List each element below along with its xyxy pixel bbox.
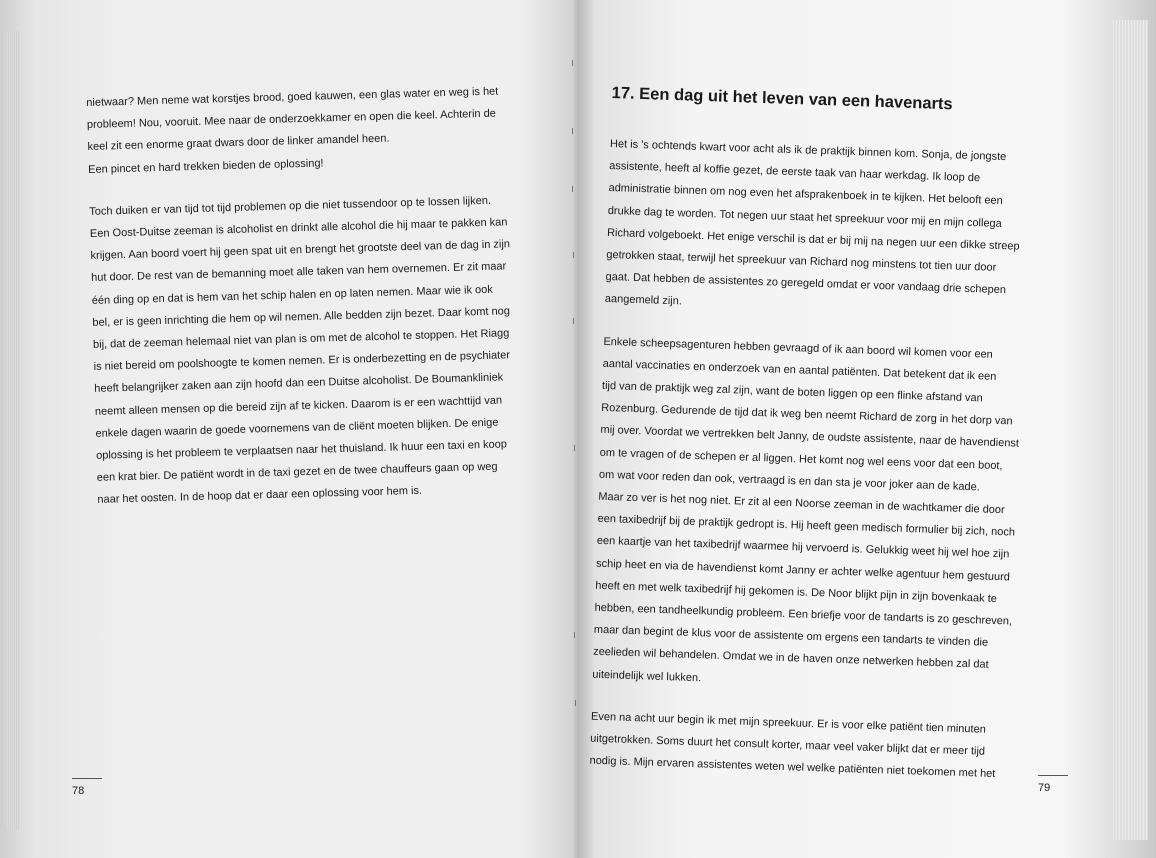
text-line: Even na acht uur begin ik met mijn spreekuur. Er is voor elke patiënt tien minuten [590, 710, 986, 736]
text-line: Toch duiken er van tijd tot tijd problemen op die niet tussendoor op te lossen lijken. [89, 194, 492, 218]
text-line: oplossing is het probleem te verplaatsen naar het thuisland. Ik huur een taxi en koop [95, 438, 508, 462]
page-number-text: 78 [72, 785, 85, 797]
text-line: schip heet en via de havendienst komt Janny er achter welke agentuur hem gestuurd [595, 557, 1011, 584]
text-line: Enkele scheepsagenturen hebben gevraagd of ik aan boord wil komen voor een [603, 335, 993, 361]
right-paragraph-1 [604, 133, 1046, 325]
right-paragraph-2 [592, 330, 1040, 700]
text-line: getrokken staat, terwijl het spreekuur van Richard nog minstens tot tien uur door [606, 248, 997, 274]
text-line: heeft en met welk taxibedrijf hij gekomen is. De Noor blijkt pijn in zijn bovenkaak te [595, 579, 998, 605]
text-line: assistente, heeft al koffie gezet, de eerste taak van haar werkdag. Ik loop de [609, 160, 981, 185]
text-line: hebben, een tandheelkundig probleem. Een briefje voor de tandarts is zo geschreven, [594, 601, 1013, 628]
text-line: enkele dagen waarin de goede voornemens van de cliënt moeten blijken. De enige [95, 416, 499, 440]
text-line: probleem! Nou, vooruit. Mee naar de onderzoekkamer en open die keel. Achterin de [86, 107, 497, 132]
text-line: gaat. Dat hebben de assistentes zo geregeld omdat er voor vandaag drie schepen [605, 271, 1007, 297]
text-line: een krat bier. De patiënt wordt in de taxi gezet en de twee chauffeurs gaan op weg [96, 460, 498, 485]
text-line: aangemeld zijn. [604, 293, 683, 308]
text-line: mij over. Voordat we vertrekken belt Janny, de oudste assistente, naar de havendienst [600, 424, 1020, 451]
text-line: neemt alleen mensen op die bereid zijn af te kicken. Daarom is er een wachttijd van [94, 394, 503, 418]
text-line: administratie binnen om nog even het afsprakenboek in te kijken. Het belooft een [608, 182, 1003, 208]
text-line: om wat voor reden dan ook, vertraagd is en dan sta je voor joker aan de kade. [598, 468, 980, 494]
text-line: aantal vaccinaties en onderzoek van en aantal patiënten. Dat betekent dat ik een [602, 357, 997, 383]
page-number-rule [72, 778, 102, 779]
text-line: nodig is. Mijn ervaren assistentes weten wel welke patiënten niet toekomen met het [589, 754, 996, 781]
chapter-title: 17. Een dag uit het leven van een havenarts [611, 84, 953, 114]
text-line: bel, er is geen inrichting die hem op wil nemen. Alle bedden zijn bezet. Daar komt nog [92, 305, 511, 329]
text-line: keel zit een enorme graat dwars door de linker amandel heen. [87, 132, 390, 154]
page-edges-right [1112, 20, 1148, 840]
page-number-right [1038, 775, 1068, 794]
right-paragraph-3 [589, 706, 1027, 787]
page-number-text: 79 [1038, 782, 1051, 794]
text-line: drukke dag te worden. Tot negen uur staat het spreekuur voor mij en mijn collega [607, 204, 1002, 230]
text-line: een taxibedrijf bij de praktijk gedropt is. Hij heeft geen medisch formulier bij zich, noch [597, 513, 1016, 539]
text-line: zeelieden wil behandelen. Omdat we in de haven onze netwerken hebben zal dat [592, 646, 989, 672]
text-line: heeft belangrijker zaken aan zijn hoofd dan een Duitse alcoholist. De Boumankliniek [94, 371, 504, 396]
text-line: bij, dat de zeeman helemaal niet van plan is om met de alcohol te stoppen. Het Riagg [92, 327, 510, 351]
text-line: Richard volgeboekt. Het enige verschil is dat er bij mij na negen uur een dikke streep [606, 226, 1020, 253]
page-number-rule [1038, 775, 1068, 776]
text-line: nietwaar? Men neme wat korstjes brood, goed kauwen, een glas water en weg is het [86, 85, 499, 109]
text-line: Een Oost-Duitse zeeman is alcoholist en drinkt alle alcohol die hij maar te pakken kan [89, 216, 508, 240]
text-line: krijgen. Aan boord voert hij geen spat uit en brengt het grootste deel van de dag in zijn [90, 238, 511, 263]
page-edges-left [6, 30, 20, 830]
text-line: een kaartje van het taxibedrijf waarmee hij vervoerd is. Gelukkig weet hij wel hoe zijn [596, 535, 1010, 561]
page-number-left [72, 778, 102, 797]
left-paragraph-2 [89, 188, 548, 511]
text-line: uiteindelijk wel lukken. [592, 668, 702, 684]
text-line: is niet bereid om poolshoogte te komen nemen. Er is onderbezetting en de psychiater [93, 349, 511, 374]
text-line: om te vragen of de schepen er al liggen. Het komt nog wel eens voor dat een boot, [599, 446, 1003, 472]
text-line: Rozenburg. Gedurende de tijd dat ik weg ben neemt Richard de zorg in het dorp van [601, 402, 1013, 428]
text-line: Een pincet en hard trekken bieden de oplossing! [87, 157, 324, 176]
text-line: uitgetrokken. Soms duurt het consult korter, maar veel vaker blijkt dat er meer tijd [590, 732, 986, 758]
text-line: Het is 's ochtends kwart voor acht als ik de praktijk binnen kom. Sonja, de jongste [609, 137, 1007, 164]
right-page [589, 84, 1051, 807]
left-paragraph-1 [86, 79, 538, 180]
text-line: Maar zo ver is het nog niet. Er zit al een Noorse zeeman in de wachtkamer die door [598, 490, 1005, 517]
text-line: tijd van de praktijk weg zal zijn, want de boten liggen op een flinke afstand van [601, 379, 983, 405]
text-line: maar dan begint de klus voor de assistente om ergens een tandarts te vinden die [593, 623, 989, 650]
text-line: één ding op en dat is hem van het schip halen en op laten nemen. Maar wie ik ook [91, 283, 493, 307]
left-page [86, 79, 548, 531]
text-line: naar het oosten. In de hoop dat er daar een oplossing voor hem is. [97, 485, 423, 507]
text-line: hut door. De rest van de bemanning moet alle taken van hem overnemen. Er zit maar [91, 260, 507, 285]
